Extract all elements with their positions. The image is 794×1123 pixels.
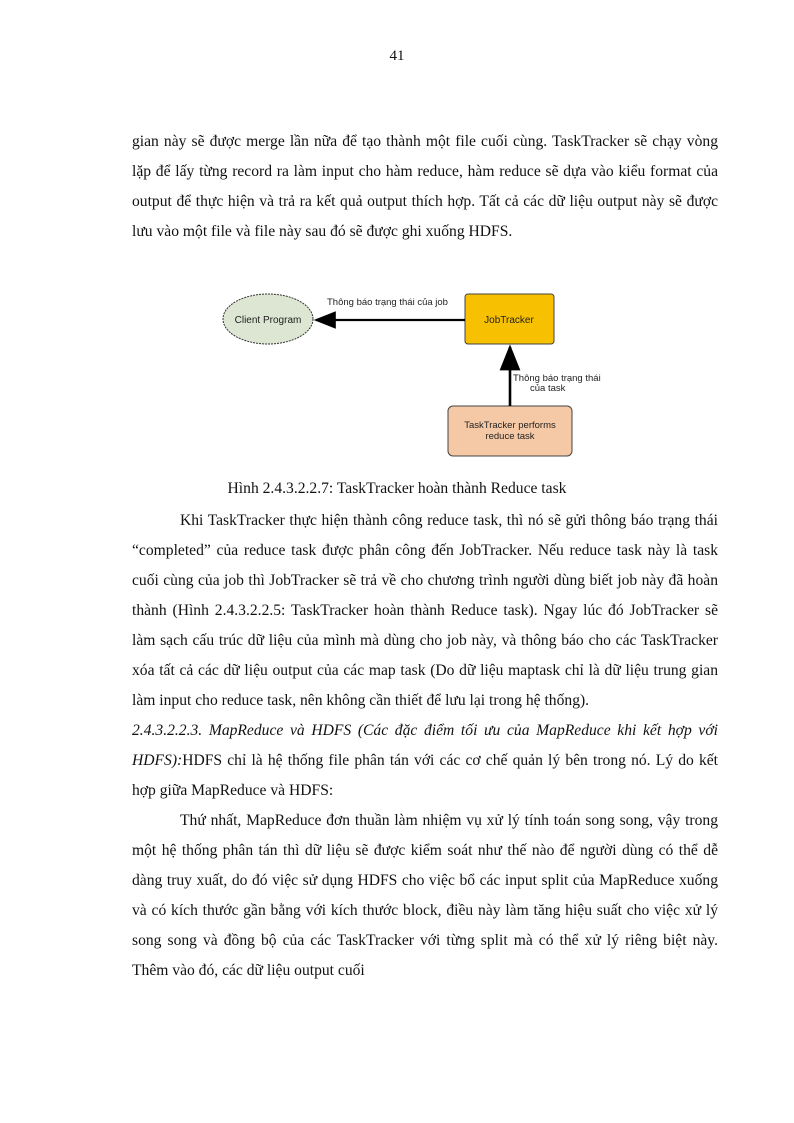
jobtracker-label: JobTracker bbox=[484, 315, 534, 326]
section-heading-rest: HDFS chỉ là hệ thống file phân tán với các cơ chế quản lý bên trong nó. Lý do kết hợp giữa MapReduce và HDFS: bbox=[132, 752, 718, 799]
edge-label-job-status: Thông báo trạng thái của job bbox=[327, 297, 448, 308]
body-text bbox=[132, 506, 718, 986]
section-heading: 2.4.3.2.2.3. MapReduce và HDFS (Các đặc điểm tối ưu của MapReduce khi kết hợp với HDFS): bbox=[132, 722, 718, 769]
page-number: 41 bbox=[389, 48, 405, 64]
tasktracker-label-line2: reduce task bbox=[485, 431, 535, 442]
reduce-completion-diagram bbox=[220, 290, 620, 462]
intro-text: gian này sẽ được merge lần nữa để tạo thành một file cuối cùng. TaskTracker sẽ chạy vòng lặp để lấy từng record ra làm input cho hàm reduce, hàm reduce sẽ dựa vào kiểu format của output để thực hiện và trả ra kết quả output thích hợp. Tất cả các dữ liệu output này sẽ được lưu vào một file và file này sau đó sẽ được ghi xuống HDFS. bbox=[132, 133, 718, 240]
figure-caption: Hình 2.4.3.2.2.7: TaskTracker hoàn thành Reduce task bbox=[227, 480, 567, 497]
client-program-label: Client Program bbox=[234, 315, 302, 326]
edge-label-task-status-line2: của task bbox=[530, 383, 566, 394]
paragraph-completion: Khi TaskTracker thực hiện thành công reduce task, thì nó sẽ gửi thông báo trạng thái “completed” của reduce task được phân công đến JobTracker. Nếu reduce task này là task cuối cùng của job thì JobTracker sẽ trả về cho chương trình người dùng biết job này đã hoàn thành (Hình 2.4.3.2.2.5: TaskTracker hoàn thành Reduce task). Ngay lúc đó JobTracker sẽ làm sạch cấu trúc dữ liệu của mình mà dùng cho job này, và thông báo cho các TaskTracker xóa tất cả các dữ liệu output của các map task (Do dữ liệu maptask chỉ là dữ liệu trung gian làm input cho reduce task, nên không cần thiết để lưu lại trong hệ thống). bbox=[132, 512, 718, 709]
edge-label-task-status-line1: Thông báo trạng thái bbox=[513, 373, 601, 384]
section-paragraph bbox=[132, 716, 718, 806]
tasktracker-label-line1: TaskTracker performs bbox=[464, 420, 556, 431]
paragraph-first-reason: Thứ nhất, MapReduce đơn thuần làm nhiệm vụ xử lý tính toán song song, vậy trong một hệ thống phân tán thì dữ liệu sẽ được kiểm soát như thế nào để người dùng có thể dễ dàng truy xuất, do đó việc sử dụng HDFS cho việc bổ các input split của MapReduce xuống và có kích thước gần bằng với kích thước block, điều này làm tăng hiệu suất cho việc xử lý song song và đồng bộ của các TaskTracker với từng split mà có thể xử lý riêng biệt này. Thêm vào đó, các dữ liệu output cuối bbox=[132, 812, 718, 979]
intro-paragraph bbox=[132, 127, 718, 247]
